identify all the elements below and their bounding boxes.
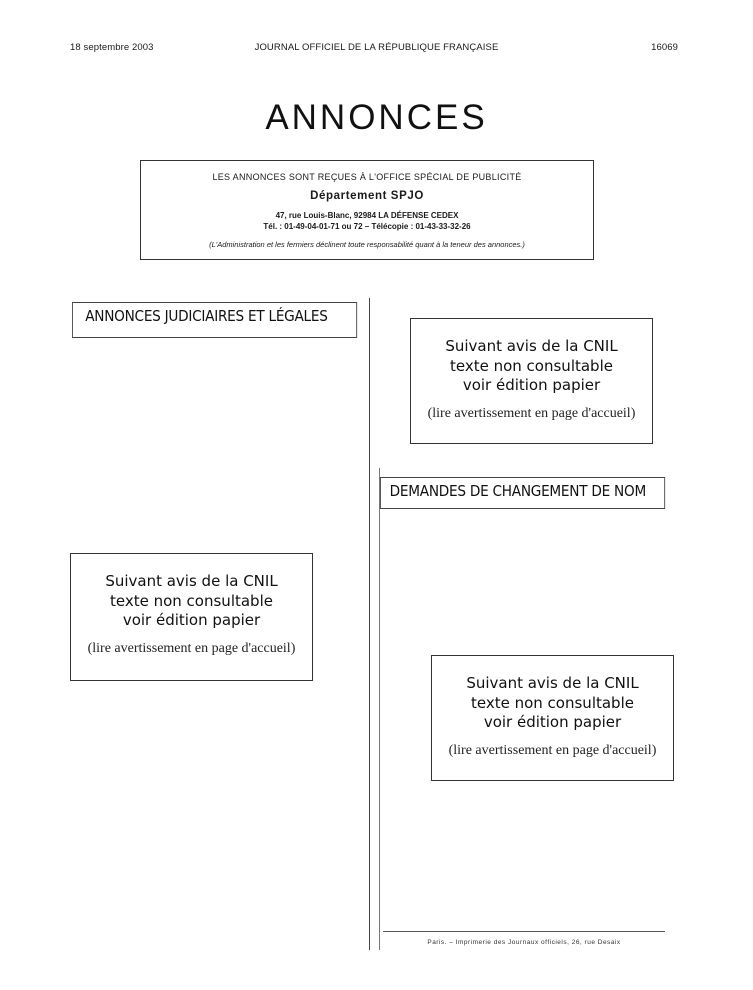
cnil-line-1: Suivant avis de la CNIL [445,337,618,355]
info-disclaimer: (L'Administration et les fermiers déclinent toute responsabilité quant à la teneur des annonces.) [209,240,525,249]
cnil-note: (lire avertissement en page d'accueil) [87,640,296,656]
info-department: Département SPJO [310,190,424,202]
cnil-note: (lire avertissement en page d'accueil) [427,405,636,421]
info-phone: Tél. : 01-49-04-01-71 ou 72 – Télécopie : 01-43-33-32-26 [263,222,471,231]
info-address: 47, rue Louis-Blanc, 92984 LA DÉFENSE CEDEX [275,211,459,220]
cnil-line-3: voir édition papier [122,611,261,629]
cnil-notice-box [431,655,674,781]
info-box [140,160,594,260]
cnil-line-1: Suivant avis de la CNIL [466,674,639,692]
cnil-line-2: texte non consultable [450,356,613,375]
page-title: ANNONCES [265,98,488,137]
header-page-number: 16069 [651,42,678,53]
header-date: 18 septembre 2003 [70,42,154,53]
section-heading-changement-nom: DEMANDES DE CHANGEMENT DE NOM [380,477,665,509]
cnil-line-3: voir édition papier [483,713,622,731]
cnil-line-2: texte non consultable [471,693,634,712]
header-journal-title: JOURNAL OFFICIEL DE LA RÉPUBLIQUE FRANÇAISE [254,42,499,53]
column-divider-secondary [379,468,380,950]
cnil-notice-box [70,553,313,681]
cnil-line-2: texte non consultable [110,591,273,610]
cnil-notice-box [410,318,653,444]
cnil-note: (lire avertissement en page d'accueil) [448,742,657,758]
footer-imprint: Paris. – Imprimerie des Journaux officiels, 26, rue Desaix [427,939,621,946]
cnil-line-3: voir édition papier [462,376,601,394]
section-heading-judiciaires: ANNONCES JUDICIAIRES ET LÉGALES [72,302,357,338]
info-line-offices: LES ANNONCES SONT REÇUES À L'OFFICE SPÉCIAL DE PUBLICITÉ [212,172,522,182]
footer-rule [383,931,665,932]
column-divider [369,298,370,950]
cnil-line-1: Suivant avis de la CNIL [105,572,278,590]
